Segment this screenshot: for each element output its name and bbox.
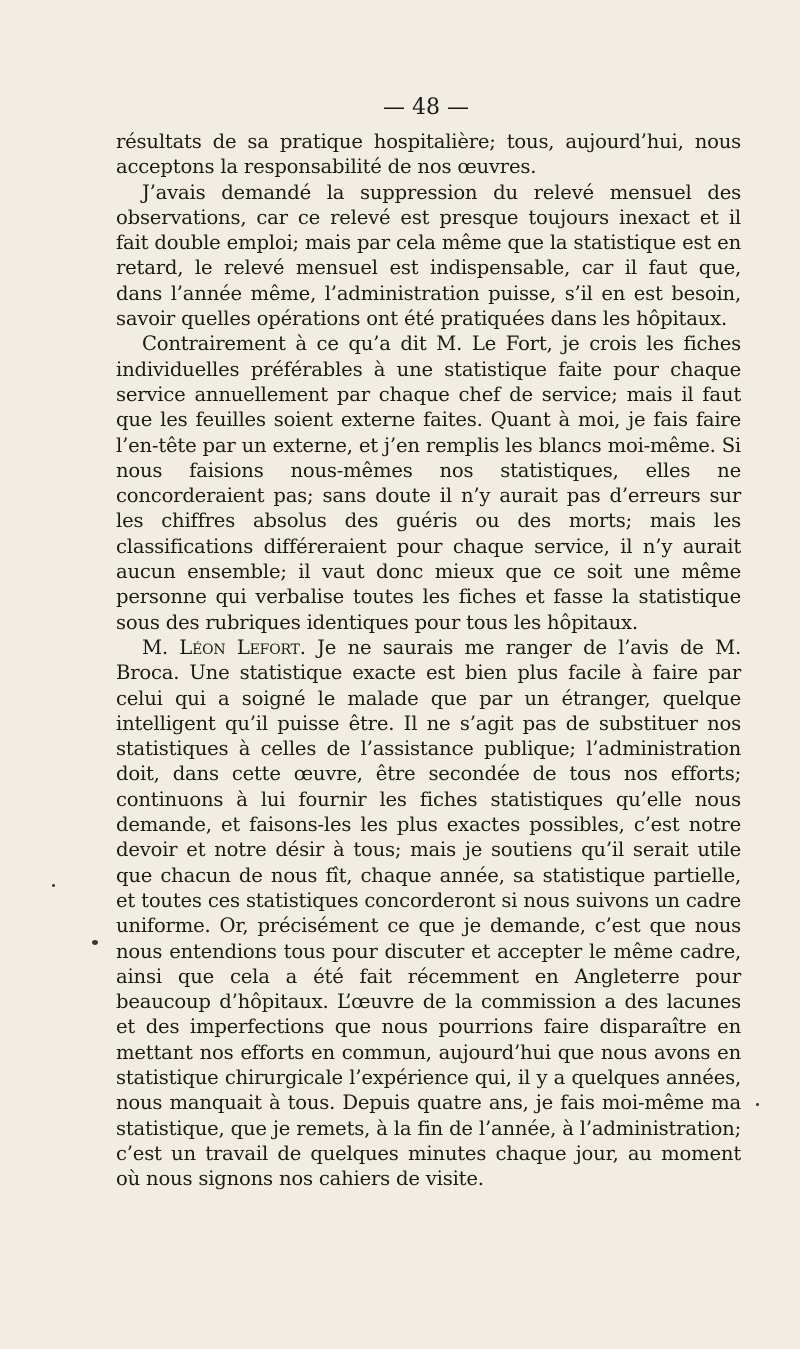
ink-speck: [52, 884, 55, 887]
speaker-name: M. Léon Lefort.: [142, 635, 306, 659]
paragraph-4: [116, 635, 741, 1192]
ink-speck: [92, 940, 98, 945]
body-text: [116, 129, 741, 1191]
page-number: — 48 —: [383, 95, 469, 120]
paragraph-4-text: Je ne saurais me ranger de l’avis de M. Broca. Une statistique exacte est bien plus facile à faire par celui qui a soigné le malade que par un étranger, quelque intelligent qu’il puisse être. Il ne s’agit pas de substituer nos statistiques à celles de l’assistance publique; l’administration doit, dans cette œuvre, être secondée de tous nos efforts; continuons à lui fournir les fiches statistiques qu’elle nous demande, et faisons-les les plus exactes possibles, c’est notre devoir et notre désir à tous; mais je soutiens qu’il serait utile que chacun de nous fît, chaque année, sa statistique partielle, et toutes ces statistiques concorderont si nous suivons un cadre uniforme. Or, précisément ce que je demande, c’est que nous nous entendions tous pour discuter et accepter le même cadre, ainsi que cela a été fait récemment en Angleterre pour beaucoup d’hôpitaux. L’œuvre de la commission a des lacunes et des imperfections que nous pourrions faire disparaître en mettant nos efforts en commun, aujourd’hui que nous avons en statistique chirurgicale l’expérience qui, il y a quelques années, nous manquait à tous. Depuis quatre ans, je fais moi-même ma statistique, que je remets, à la fin de l’année, à l’administration; c’est un travail de quelques minutes chaque jour, au moment où nous signons nos cahiers de visite.: [116, 635, 741, 1191]
paragraph-1: résultats de sa pratique hospitalière; tous, aujourd’hui, nous acceptons la responsabilité de nos œuvres.: [116, 130, 741, 179]
ink-speck: [756, 1103, 759, 1106]
paragraph-3: Contrairement à ce qu’a dit M. Le Fort, je crois les fiches individuelles préférables à une statistique faite pour chaque service annuellement par chaque chef de service; mais il faut que les feuilles soient externe faites. Quant à moi, je fais faire l’en-tête par un externe, et j’en remplis les blancs moi-même. Si nous faisions nous-mêmes nos statistiques, elles ne concorderaient pas; sans doute il n’y aurait pas d’erreurs sur les chiffres absolus des guéris ou des morts; mais les classifications différeraient pour chaque service, il n’y aurait aucun ensemble; il vaut donc mieux que ce soit une même personne qui verbalise toutes les fiches et fasse la statistique sous des rubriques identiques pour tous les hôpitaux.: [116, 332, 741, 634]
paragraph-2: J’avais demandé la suppression du relevé mensuel des observations, car ce relevé est presque toujours inexact et il fait double emploi; mais par cela même que la statistique est en retard, le relevé mensuel est indispensable, car il faut que, dans l’année même, l’administration puisse, s’il en est besoin, savoir quelles opérations ont été pratiquées dans les hôpitaux.: [116, 180, 741, 331]
